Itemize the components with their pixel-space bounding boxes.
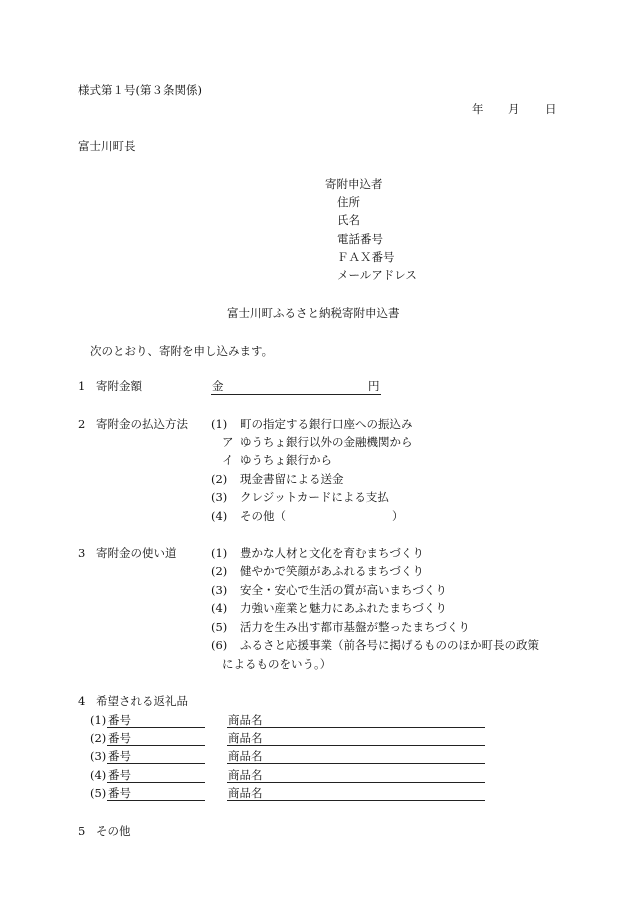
date-month: 月 [508,102,520,116]
section4-label: 希望される返礼品 [96,694,188,708]
gift-product-field-3[interactable] [227,763,485,764]
gift-number-label-5: 番号 [108,786,131,800]
use-marker-4: (4) [211,601,228,615]
document-title: 富士川町ふるさと納税寄附申込書 [227,306,400,320]
gift-number-field-1[interactable] [107,727,205,728]
use-marker-5: (5) [211,620,228,634]
form-number: 様式第１号(第３条関係) [78,83,202,97]
use-option-6: ふるさと応援事業（前各号に掲げるもののほか町長の政策 [240,638,539,652]
use-marker-3: (3) [211,583,228,597]
use-option-6-continued: によるものをいう。） [222,657,332,671]
section1-number: 1 [78,379,86,393]
payment-option-other: その他（ [240,509,286,523]
payment-marker-4: (4) [211,509,228,523]
gift-row-marker-5: (5) [90,786,107,800]
section5-number: 5 [78,824,86,838]
gift-number-label-1: 番号 [108,713,131,727]
payment-option-other-close: ） [392,509,404,523]
gift-number-field-5[interactable] [107,800,205,801]
use-option-4: 力強い産業と魅力にあふれたまちづくり [240,601,447,615]
section2-number: 2 [78,417,86,431]
gift-number-label-2: 番号 [108,731,131,745]
use-option-2: 健やかで笑顔があふれるまちづくり [240,564,424,578]
gift-number-label-3: 番号 [108,749,131,763]
gift-number-label-4: 番号 [108,768,131,782]
gift-product-label-2: 商品名 [228,731,263,745]
addressee: 富士川町長 [78,139,136,153]
applicant-name-label: 氏名 [337,213,360,227]
gift-product-field-2[interactable] [227,745,485,746]
amount-underline[interactable] [211,394,381,395]
gift-row-marker-1: (1) [90,713,107,727]
amount-suffix: 円 [368,379,380,393]
use-marker-6: (6) [211,638,228,652]
applicant-phone-label: 電話番号 [337,232,383,246]
amount-prefix: 金 [212,379,224,393]
date-day: 日 [545,102,557,116]
payment-marker-3: (3) [211,490,228,504]
gift-product-field-1[interactable] [227,727,485,728]
use-option-5: 活力を生み出す都市基盤が整ったまちづくり [240,620,470,634]
gift-row-marker-4: (4) [90,768,107,782]
section4-number: 4 [78,694,86,708]
gift-row-marker-3: (3) [90,749,107,763]
gift-product-label-5: 商品名 [228,786,263,800]
payment-option-bank-transfer: 町の指定する銀行口座への振込み [240,417,413,431]
gift-row-marker-2: (2) [90,731,107,745]
use-marker-1: (1) [211,546,228,560]
applicant-address-label: 住所 [337,195,360,209]
gift-product-label-3: 商品名 [228,749,263,763]
section1-label: 寄附金額 [96,379,142,393]
gift-number-field-4[interactable] [107,782,205,783]
payment-marker-1: (1) [211,417,228,431]
gift-number-field-3[interactable] [107,763,205,764]
gift-product-field-4[interactable] [227,782,485,783]
intro-text: 次のとおり、寄附を申し込みます。 [90,344,274,358]
applicant-heading: 寄附申込者 [325,177,383,191]
payment-marker-2: (2) [211,472,228,486]
payment-option-yucho: ゆうちょ銀行から [240,453,332,467]
use-option-1: 豊かな人材と文化を育むまちづくり [240,546,424,560]
applicant-email-label: メールアドレス [337,268,417,282]
gift-product-field-5[interactable] [227,800,485,801]
payment-marker-i: イ [222,453,234,467]
gift-number-field-2[interactable] [107,745,205,746]
date-year: 年 [472,102,484,116]
use-marker-2: (2) [211,564,228,578]
payment-option-other-banks: ゆうちょ銀行以外の金融機関から [240,435,413,449]
gift-product-label-4: 商品名 [228,768,263,782]
section2-label: 寄附金の払込方法 [96,417,188,431]
section5-label: その他 [96,824,131,838]
payment-option-cash: 現金書留による送金 [240,472,344,486]
gift-product-label-1: 商品名 [228,713,263,727]
applicant-fax-label: ＦＡＸ番号 [337,250,395,264]
section3-number: 3 [78,546,86,560]
payment-option-credit-card: クレジットカードによる支払 [240,490,389,504]
section3-label: 寄附金の使い道 [96,546,177,560]
use-option-3: 安全・安心で生活の質が高いまちづくり [240,583,447,597]
payment-marker-a: ア [222,435,234,449]
